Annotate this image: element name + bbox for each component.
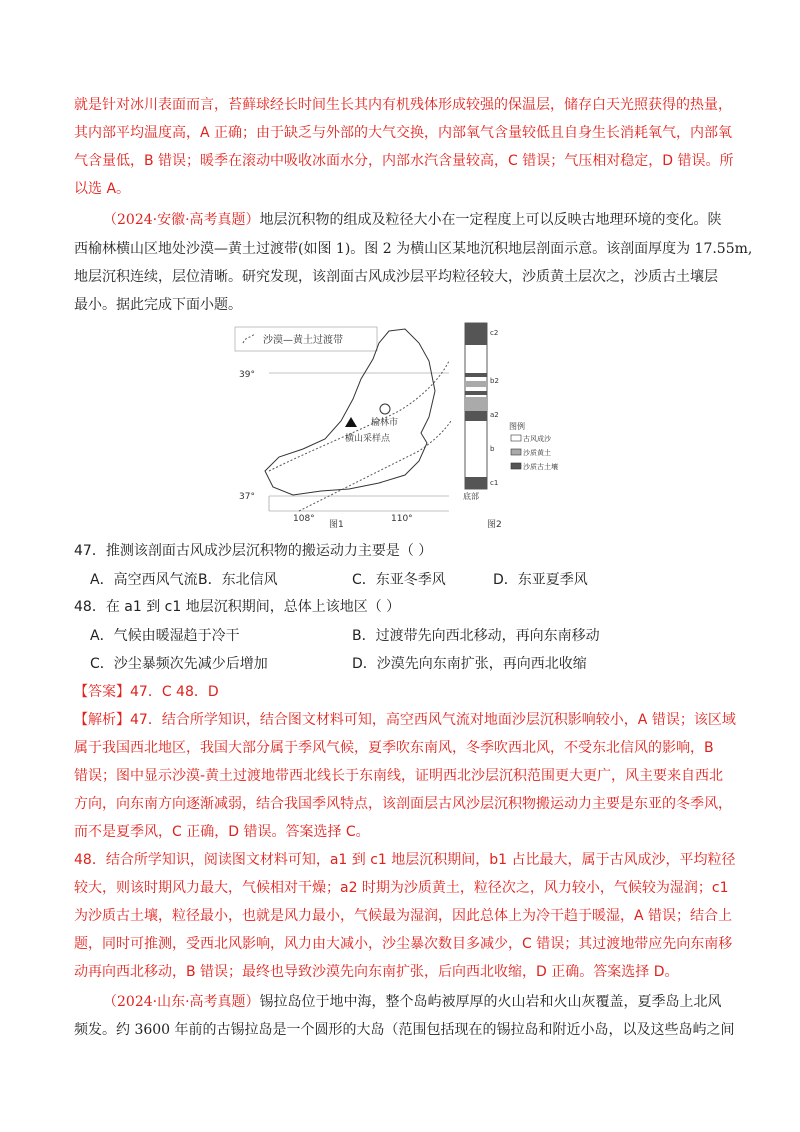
answer-line: 【答案】47．C 48．D <box>74 684 219 700</box>
legend-label: 沙漠—黄土过渡带 <box>263 335 343 346</box>
analysis-line: 方向，向东南方向逐渐减弱，结合我国季风特点，该剖面层古风沙层沉积物搬运动力主要是东亚的冬季风， <box>74 796 732 812</box>
label-b: b <box>490 445 495 453</box>
explanation-line: 其内部平均温度高，A 正确；由于缺乏与外部的大气交换，内部氧气含量较低且自身生长消耗氧气，内部氧 <box>74 125 733 141</box>
source-tag: （2024·山东·高考真题） <box>103 994 260 1010</box>
figure-2-caption: 图2 <box>487 520 502 530</box>
explanation-line: 就是针对冰川表面而言，苔藓球经长时间生长其内有机残体形成较强的保温层，储存白天光照获得的热量， <box>74 97 732 113</box>
q48-option-c[interactable]: C．沙尘暴频次先减少后增加 <box>90 656 268 672</box>
question-48-stem: 48．在 a1 到 c1 地层沉积期间，总体上该地区（ ） <box>74 599 401 615</box>
layer-c2-block <box>465 323 487 345</box>
analysis-line: 而不是夏季风，C 正确，D 错误。答案选择 C。 <box>74 824 370 840</box>
legend-item: 古风成沙 <box>523 435 551 443</box>
longitude-108: 108° <box>293 514 315 524</box>
question-47-stem: 47．推测该剖面古风成沙层沉积物的搬运动力主要是（ ） <box>74 543 433 559</box>
source-tag: （2024·安徽·高考真题） <box>103 212 260 228</box>
latitude-39: 39° <box>239 370 255 380</box>
q48-option-d[interactable]: D．沙漠先向东南扩张，再向西北收缩 <box>352 656 587 672</box>
explanation-line: 气含量低，B 错误；暖季在滚动中吸收冰面水分，内部水汽含量较高，C 错误；气压相对稳定，D 错误。所 <box>74 153 734 169</box>
q47-option-d[interactable]: D．东亚夏季风 <box>493 572 588 588</box>
q48-option-b[interactable]: B．过渡带先向西北移动，再向东南移动 <box>352 628 600 644</box>
intro-line: 地层沉积连续，层位清晰。研究发现，该剖面古风成沙层平均粒径较大，沙质黄土层次之，沙质古土壤层 <box>74 269 718 285</box>
analysis-line: 48．结合所学知识，阅读图文材料可知，a1 到 c1 地层沉积期间，b1 占比最大，属于古风成沙，平均粒径 <box>74 852 736 868</box>
intro-line-1 <box>103 209 722 229</box>
analysis-line: 题，同时可推测，受西北风影响，风力由大减小，沙尘暴次数目多减少，C 错误；其过渡地带应先向东南移 <box>74 936 733 952</box>
intro-line: 最小。据此完成下面小题。 <box>74 297 242 313</box>
analysis-line: 为沙质古土壤，粒径最小，也就是风力最小，气候最为湿润，因此总体上为冷干趋于暖湿，A 错误；结合上 <box>74 908 733 924</box>
intro-line: 西榆林横山区地处沙漠—黄土过渡带(如图 1)。图 2 为横山区某地沉积地层剖面示意。该剖面厚度为 17.55m, <box>74 241 753 257</box>
legend-title: 图例 <box>509 422 525 431</box>
latitude-37: 37° <box>239 492 255 502</box>
bottom-label: 底部 <box>463 492 479 501</box>
city-label: 榆林市 <box>371 418 399 428</box>
label-c2: c2 <box>490 329 499 337</box>
legend-item: 沙质古土壤 <box>523 463 558 471</box>
explanation-line: 以选 A。 <box>74 181 131 197</box>
analysis-line: 【解析】47．结合所学知识，结合图文材料可知，高空西风气流对地面沙层沉积影响较小，A 错误；该区域 <box>74 712 736 728</box>
label-c1: c1 <box>490 479 499 487</box>
next-intro-text: 锡拉岛位于地中海，整个岛屿被厚厚的火山岩和火山灰覆盖，夏季岛上北风 <box>259 994 722 1010</box>
analysis-line: 较大，则该时期风力最大，气候相对干燥；a2 时期为沙质黄土，粒径次之，风力较小，气候较为湿润；c1 <box>74 880 729 896</box>
next-intro-line: 频发。约 3600 年前的古锡拉岛是一个圆形的大岛（范围包括现在的锡拉岛和附近小岛，以及这些岛屿之间 <box>74 1022 735 1038</box>
longitude-110: 110° <box>391 514 413 524</box>
q47-option-b[interactable]: B．东北信风 <box>198 572 278 588</box>
label-b2: b2 <box>490 377 499 385</box>
q47-option-a[interactable]: A．高空西风气流 <box>90 572 198 588</box>
q47-option-c[interactable]: C．东亚冬季风 <box>352 572 446 588</box>
figure-2-column <box>459 321 569 531</box>
sample-point-icon <box>345 417 357 427</box>
next-intro-line-1 <box>103 991 722 1011</box>
q48-option-a[interactable]: A．气候由暖湿趋于冷干 <box>90 628 240 644</box>
label-a2: a2 <box>490 411 499 419</box>
legend-item: 沙质黄土 <box>523 449 551 457</box>
figure-1-caption: 图1 <box>329 520 344 530</box>
analysis-line: 动再向西北移动，B 错误；最终也导致沙漠先向东南扩张，后向西北收缩，D 正确。答案选择 D。 <box>74 964 679 980</box>
analysis-line: 属于我国西北地区，我国大部分属于季风气候，夏季吹东南风，冬季吹西北风，不受东北信风的影响，B <box>74 740 714 756</box>
intro-text: 地层沉积物的组成及粒径大小在一定程度上可以反映古地理环境的变化。陕 <box>259 212 722 228</box>
analysis-line: 错误；图中显示沙漠-黄土过渡地带西北线长于东南线，证明西北沙层沉积范围更大更广，风主要来自西北 <box>74 768 724 784</box>
sample-label: 横山采样点 <box>345 434 391 444</box>
